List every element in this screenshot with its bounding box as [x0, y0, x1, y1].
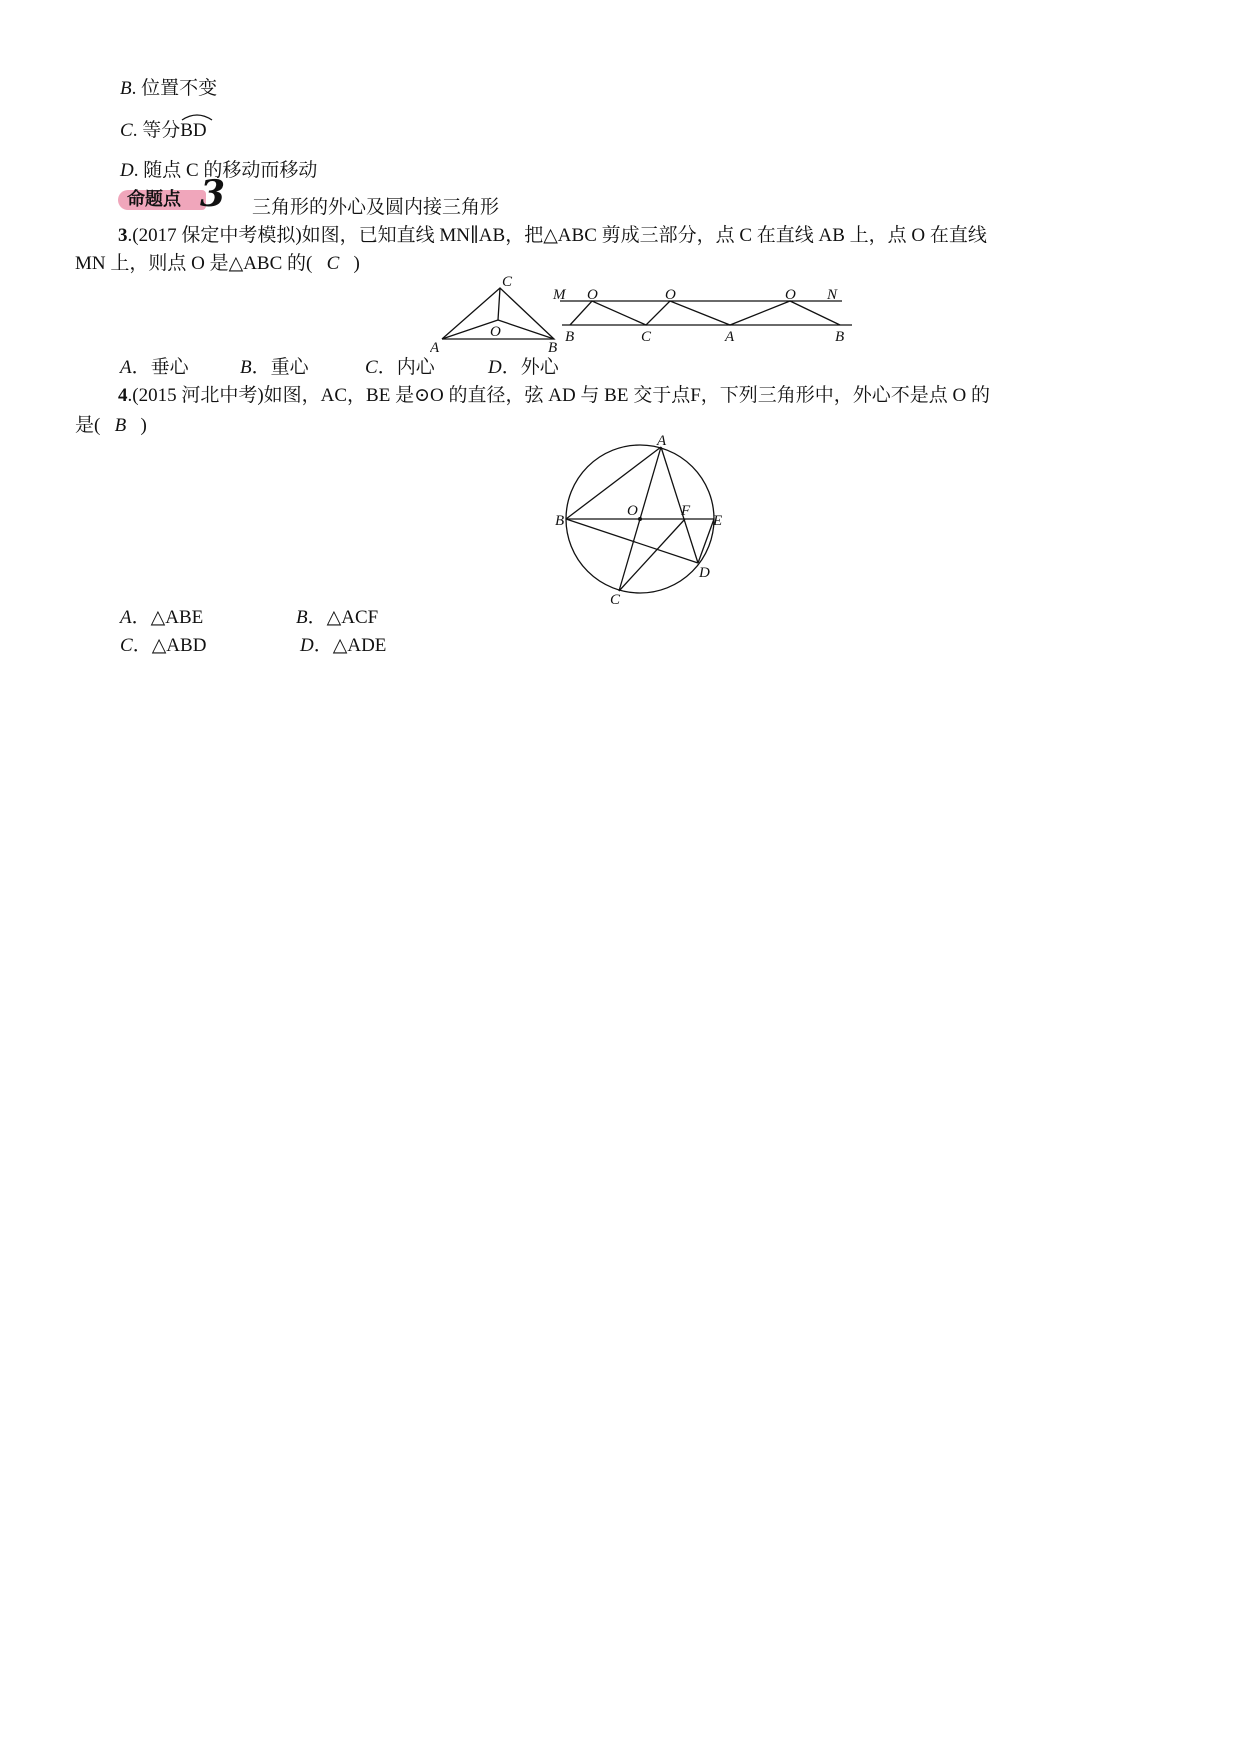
q4-option-a: A．△ABE	[120, 607, 204, 628]
fig-label: N	[827, 287, 838, 303]
arc-bd: BD	[180, 119, 206, 143]
q3-option-c: C．内心	[365, 357, 435, 378]
q4-line1: 4.(2015 河北中考)如图，AC，BE 是⊙O 的直径，弦 AD 与 BE 交于点F，下列三角形中，外心不是点 O 的	[118, 385, 990, 406]
fig-label: A	[725, 329, 735, 345]
section-badge	[118, 173, 234, 215]
q2-option-c: C. 等分 BD	[120, 119, 207, 143]
fig-label: F	[681, 503, 691, 519]
fig-label: E	[713, 513, 723, 529]
section-title: 三角形的外心及圆内接三角形	[252, 197, 500, 218]
q3-option-b: B．重心	[240, 357, 309, 378]
fig-label: B	[835, 329, 845, 345]
fig-label: B	[548, 340, 558, 353]
q3-figure-strip	[550, 283, 855, 349]
arc-mark-icon	[180, 111, 214, 121]
q3-figure-triangle	[430, 275, 560, 353]
fig-label: O	[785, 287, 796, 303]
badge-text: 命题点	[127, 189, 181, 210]
center-point-icon	[638, 517, 642, 521]
fig-label: O	[490, 324, 501, 340]
q3-option-a: A．垂心	[120, 357, 189, 378]
q4-option-d: D．△ADE	[300, 635, 387, 656]
fig-label: A	[657, 435, 667, 449]
fig-label: C	[502, 275, 513, 290]
fig-label: C	[641, 329, 652, 345]
q3-line2: MN 上，则点 O 是△ABC 的( C )	[75, 253, 360, 274]
fig-label: O	[587, 287, 598, 303]
fig-label: O	[627, 503, 638, 519]
fig-label: A	[430, 340, 440, 353]
q4-figure-circle	[555, 435, 735, 610]
fig-label: C	[610, 592, 621, 608]
fig-label: D	[699, 565, 710, 581]
q4-option-b: B．△ACF	[296, 607, 379, 628]
q4-line2: 是( B )	[75, 415, 147, 436]
fig-label: B	[565, 329, 575, 345]
q3-line1: 3.(2017 保定中考模拟)如图，已知直线 MN∥AB，把△ABC 剪成三部分，点 C 在直线 AB 上，点 O 在直线	[118, 225, 987, 246]
q2-option-d: D. 随点 C 的移动而移动	[120, 160, 318, 181]
q2-option-b: B. 位置不变	[120, 78, 218, 99]
fig-label: M	[553, 287, 566, 303]
q3-answer: C	[326, 253, 340, 274]
fig-label: O	[665, 287, 676, 303]
q4-answer: B	[114, 415, 127, 436]
fig-label: B	[555, 513, 565, 529]
badge-number: 3	[200, 173, 226, 215]
q4-option-c: C．△ABD	[120, 635, 207, 656]
q3-option-d: D．外心	[488, 357, 559, 378]
